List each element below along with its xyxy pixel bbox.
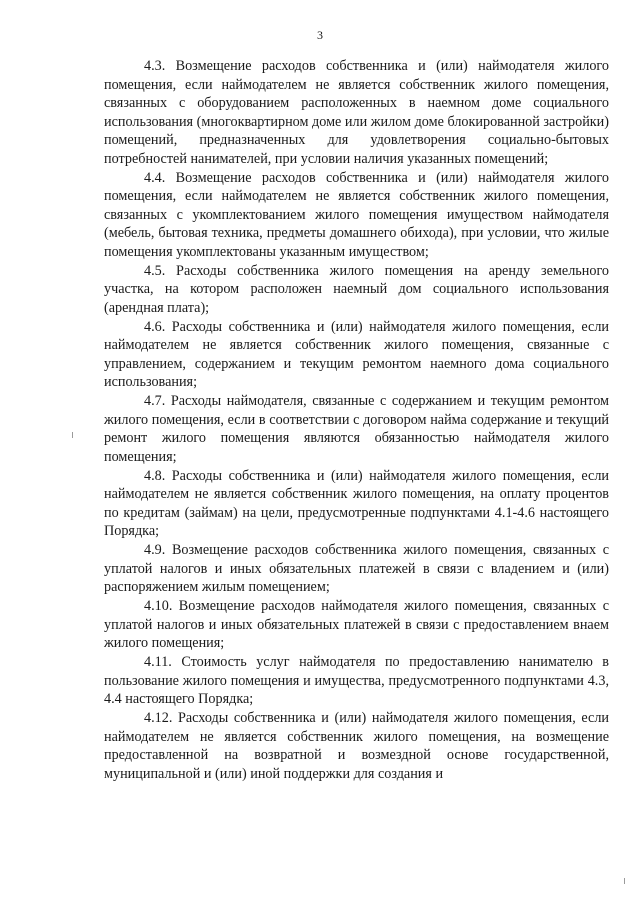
- document-body: [104, 57, 609, 783]
- scan-mark-left: [72, 432, 73, 438]
- paragraph-4-3: 4.3. Возмещение расходов собственника и (или) наймодателя жилого помещения, если наймодателем не является собственник жилого помещения, связанных с оборудованием расположенных в наемном доме социального использования (многоквартирном доме или жилом доме блокированной застройки) помещений, предназначенных для удовлетворения социально-бытовых потребностей нанимателей, при условии наличия указанных помещений;: [104, 58, 609, 167]
- paragraph-4-4: 4.4. Возмещение расходов собственника и (или) наймодателя жилого помещения, если наймодателем не является собственник жилого помещения, связанных с укомплектованием жилого помещения имуществом наймодателя (мебель, бытовая техника, предметы домашнего обихода), при условии, что жилые помещения укомплектованы указанным имуществом;: [104, 169, 609, 260]
- paragraph-4-6: 4.6. Расходы собственника и (или) наймодателя жилого помещения, если наймодателем не является собственник жилого помещения, связанные с управлением, содержанием и текущим ремонтом наемного дома социального использования;: [104, 318, 609, 390]
- paragraph-4-5: 4.5. Расходы собственника жилого помещения на аренду земельного участка, на котором расположен наемный дом социального использования (арендная плата);: [104, 262, 609, 316]
- scan-mark-right: [624, 878, 625, 884]
- page-number: 3: [317, 28, 323, 42]
- paragraph-4-10: 4.10. Возмещение расходов наймодателя жилого помещения, связанных с уплатой налогов и иных обязательных платежей в связи с предоставлением внаем жилого помещения;: [104, 598, 609, 651]
- paragraph-4-12: 4.12. Расходы собственника и (или) наймодателя жилого помещения, если наймодателем не является собственник жилого помещения, на возмещение предоставленной на возвратной и возмездной основе государственной, муниципальной и (или) иной поддержки для создания и: [104, 710, 609, 782]
- paragraph-4-11: 4.11. Стоимость услуг наймодателя по предоставлению нанимателю в пользование жилого помещения и имущества, предусмотренного подпунктами 4.3, 4.4 настоящего Порядка;: [104, 654, 609, 707]
- paragraph-4-8: 4.8. Расходы собственника и (или) наймодателя жилого помещения, если наймодателем не является собственник жилого помещения, на оплату процентов по кредитам (займам) на цели, предусмотренные подпунктами 4.1-4.6 настоящего Порядка;: [104, 467, 609, 539]
- paragraph-4-7: 4.7. Расходы наймодателя, связанные с содержанием и текущим ремонтом жилого помещения, если в соответствии с договором найма содержание и текущий ремонт жилого помещения являются обязанностью наймодателя жилого помещения;: [104, 393, 609, 465]
- paragraph-4-9: 4.9. Возмещение расходов собственника жилого помещения, связанных с уплатой налогов и иных обязательных платежей в связи с владением и (или) распоряжением жилым помещением;: [104, 542, 609, 595]
